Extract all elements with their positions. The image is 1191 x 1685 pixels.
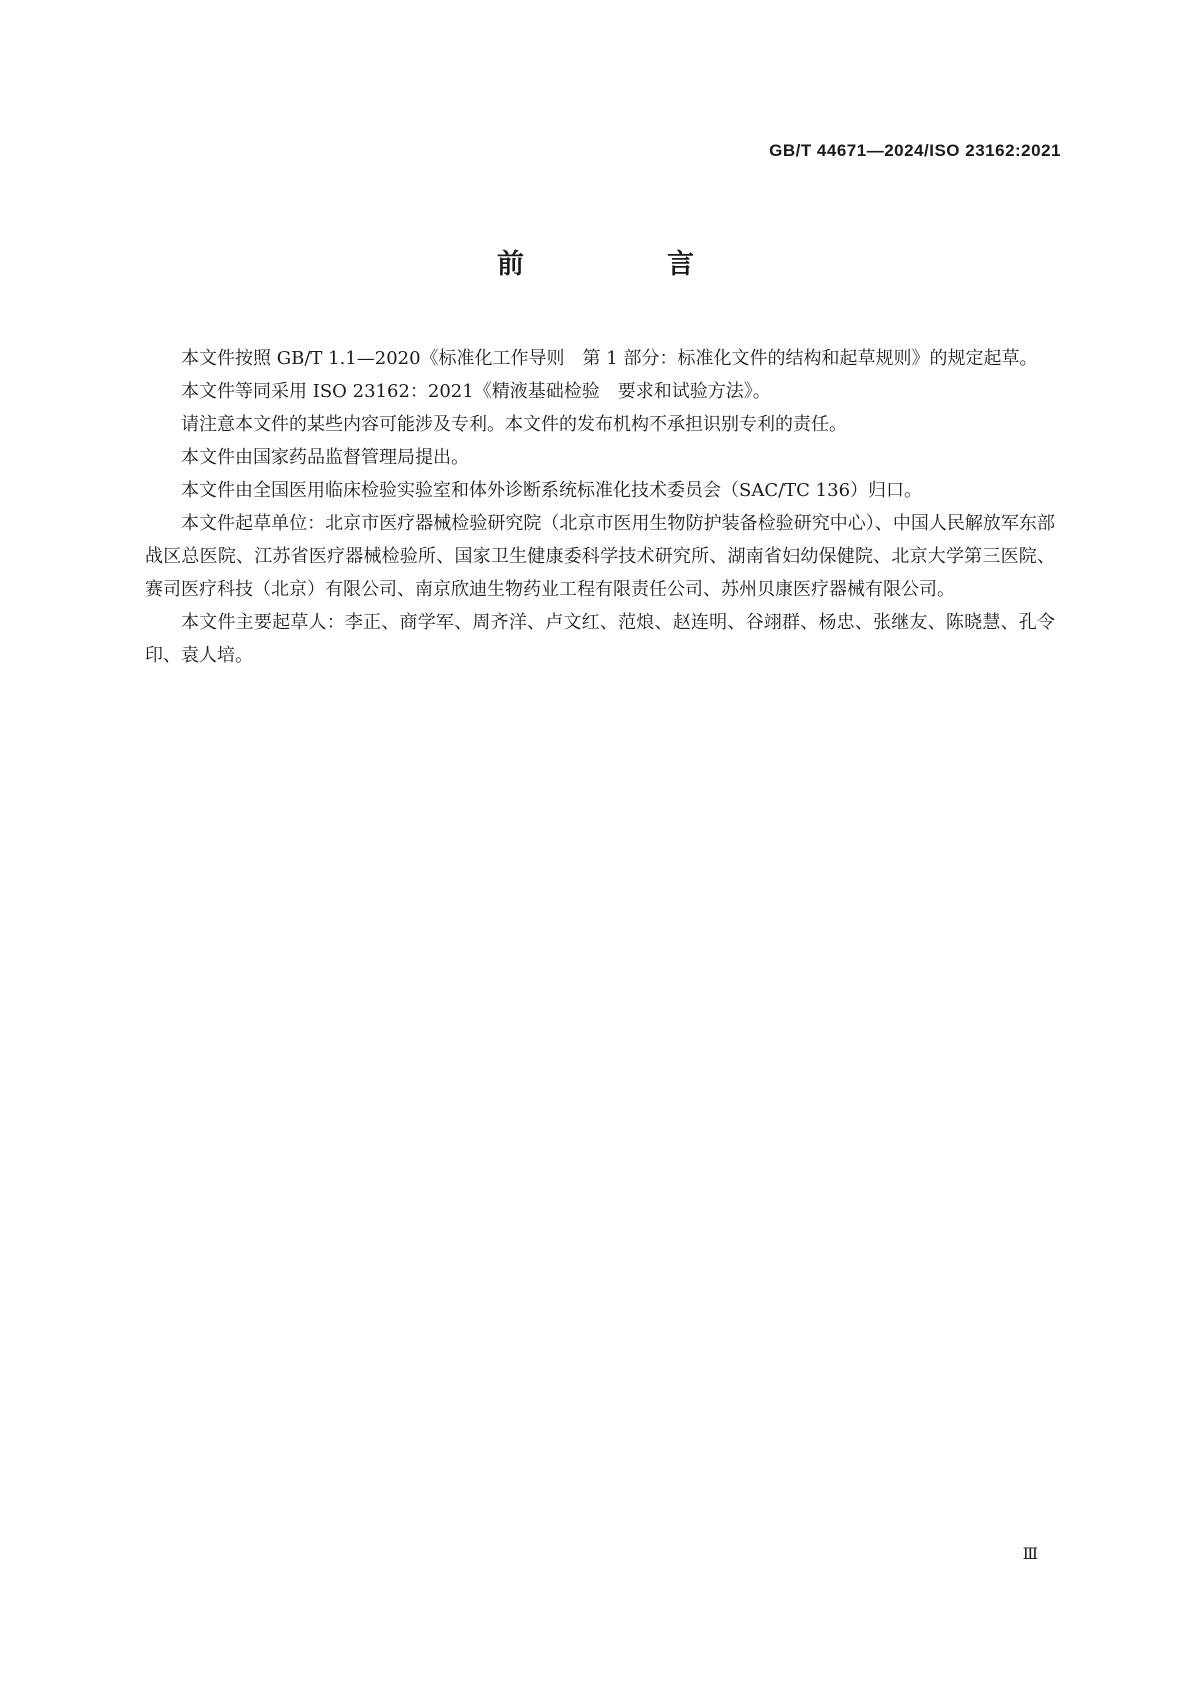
paragraph-technical-committee: 本文件由全国医用临床检验实验室和体外诊断系统标准化技术委员会（SAC/TC 136）归口。 bbox=[181, 480, 923, 501]
standard-code: GB/T 44671—2024/ISO 23162:2021 bbox=[769, 141, 1061, 160]
foreword-body bbox=[145, 342, 1055, 672]
paragraph-drafters: 本文件主要起草人：李正、商学军、周齐洋、卢文红、范烺、赵连明、谷翊群、杨忠、张继友、陈晓慧、孔令印、袁人培。 bbox=[145, 612, 1055, 666]
paragraph-proposer: 本文件由国家药品监督管理局提出。 bbox=[181, 447, 469, 468]
paragraph-drafting-rules: 本文件按照 GB/T 1.1—2020《标准化工作导则 第 1 部分：标准化文件的结构和起草规则》的规定起草。 bbox=[181, 348, 1038, 369]
page-title: 前 言 bbox=[497, 249, 752, 280]
page-number: Ⅲ bbox=[1022, 1544, 1038, 1563]
paragraph-drafting-units: 本文件起草单位：北京市医疗器械检验研究院（北京市医用生物防护装备检验研究中心）、中国人民解放军东部战区总医院、江苏省医疗器械检验所、国家卫生健康委科学技术研究所、湖南省妇幼保健院、北京大学第三医院、赛司医疗科技（北京）有限公司、南京欣迪生物药业工程有限责任公司、苏州贝康医疗器械有限公司。 bbox=[145, 513, 1055, 600]
paragraph-iso-adoption: 本文件等同采用 ISO 23162：2021《精液基础检验 要求和试验方法》。 bbox=[181, 381, 771, 402]
paragraph-patent-notice: 请注意本文件的某些内容可能涉及专利。本文件的发布机构不承担识别专利的责任。 bbox=[181, 414, 847, 435]
